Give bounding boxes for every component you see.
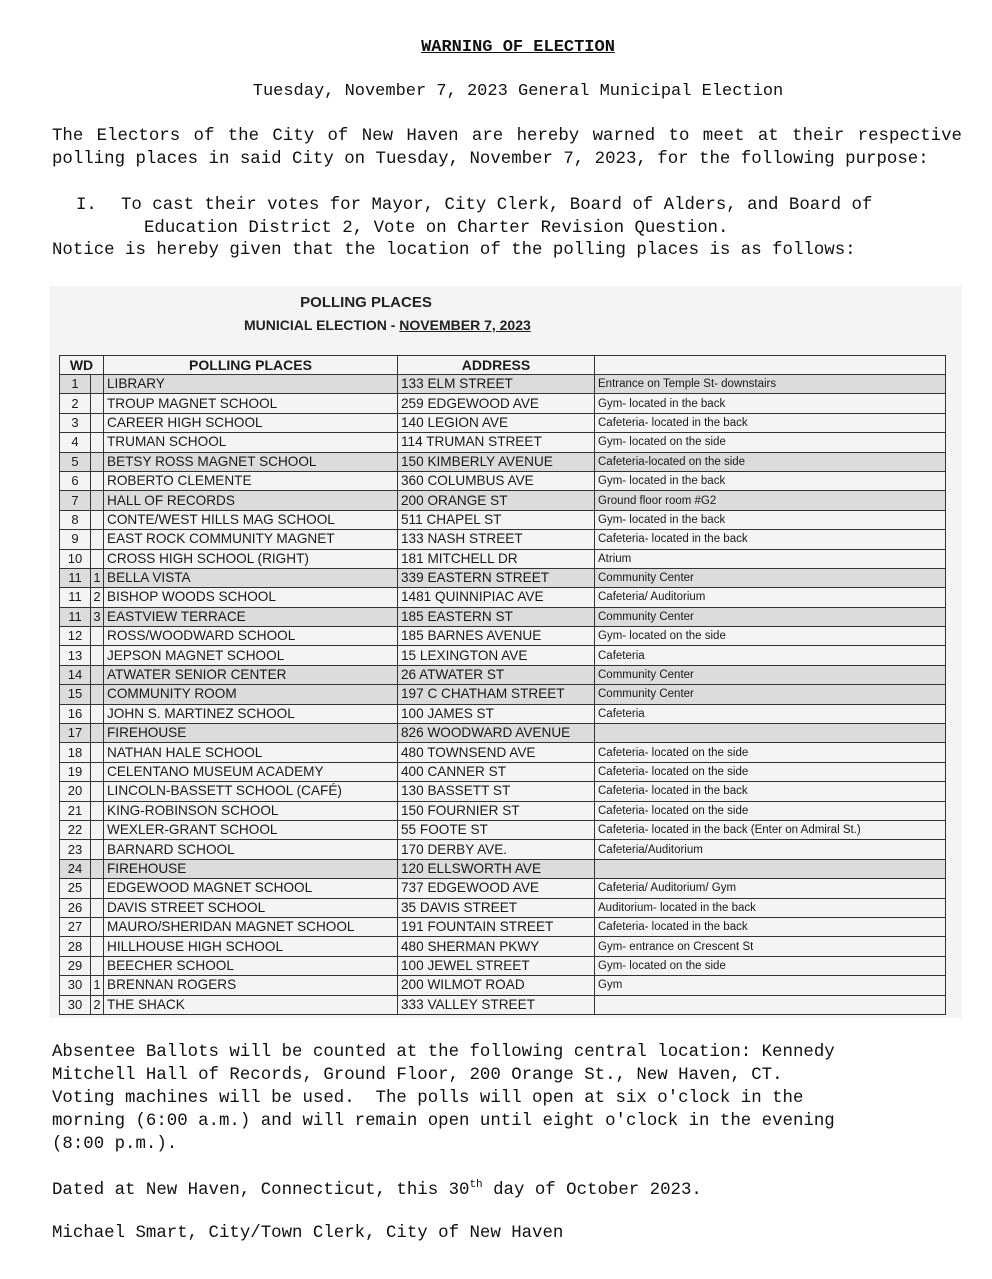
note-cell: Cafeteria- located on the side <box>595 801 946 820</box>
ward-cell: 20 <box>60 782 91 801</box>
ward-cell: 26 <box>60 898 91 917</box>
polling-places-subtitle <box>244 317 531 333</box>
polling-place-cell: THE SHACK <box>104 995 398 1014</box>
note-cell: Cafeteria- located on the side <box>595 743 946 762</box>
table-row <box>60 976 946 995</box>
note-cell: Gym- located on the side <box>595 956 946 975</box>
ward-cell: 19 <box>60 762 91 781</box>
polling-place-cell: LIBRARY <box>104 375 398 394</box>
subdistrict-cell <box>91 491 104 510</box>
table-header-row <box>60 356 946 375</box>
polling-place-cell: COMMUNITY ROOM <box>104 685 398 704</box>
ward-cell: 29 <box>60 956 91 975</box>
address-cell: 737 EDGEWOOD AVE <box>398 879 595 898</box>
subdistrict-cell: 1 <box>91 976 104 995</box>
table-row <box>60 743 946 762</box>
subdistrict-cell: 2 <box>91 588 104 607</box>
polling-place-cell: CROSS HIGH SCHOOL (RIGHT) <box>104 549 398 568</box>
absentee-line: Mitchell Hall of Records, Ground Floor, 200 Orange St., New Haven, CT. <box>52 1066 783 1085</box>
polling-place-cell: NATHAN HALE SCHOOL <box>104 743 398 762</box>
table-row <box>60 471 946 490</box>
note-cell: Ground floor room #G2 <box>595 491 946 510</box>
note-cell: Community Center <box>595 665 946 684</box>
absentee-line: morning (6:00 a.m.) and will remain open until eight o'clock in the evening <box>52 1112 835 1131</box>
subdistrict-cell <box>91 530 104 549</box>
table-row <box>60 995 946 1014</box>
address-cell: 133 NASH STREET <box>398 530 595 549</box>
polling-place-cell: EDGEWOOD MAGNET SCHOOL <box>104 879 398 898</box>
address-cell: 170 DERBY AVE. <box>398 840 595 859</box>
polling-place-cell: JOHN S. MARTINEZ SCHOOL <box>104 704 398 723</box>
document-subtitle: Tuesday, November 7, 2023 General Municipal Election <box>252 82 784 101</box>
ward-cell: 8 <box>60 510 91 529</box>
address-cell: 339 EASTERN STREET <box>398 568 595 587</box>
subdistrict-cell <box>91 898 104 917</box>
ward-cell: 30 <box>60 995 91 1014</box>
table-row <box>60 568 946 587</box>
table-row <box>60 433 946 452</box>
ward-cell: 5 <box>60 452 91 471</box>
address-cell: 480 TOWNSEND AVE <box>398 743 595 762</box>
subdistrict-cell: 2 <box>91 995 104 1014</box>
subdistrict-cell <box>91 646 104 665</box>
intro-paragraph: The Electors of the City of New Haven are hereby warned to meet at their respective polling places in said City on Tuesday, November 7, 2023, for the following purpose: <box>52 127 962 169</box>
subdistrict-cell <box>91 375 104 394</box>
note-cell: Entrance on Temple St- downstairs <box>595 375 946 394</box>
note-cell: Cafeteria/ Auditorium/ Gym <box>595 879 946 898</box>
note-cell: Community Center <box>595 568 946 587</box>
table-row <box>60 491 946 510</box>
header-address: ADDRESS <box>398 356 595 375</box>
document-title: WARNING OF ELECTION <box>421 38 615 57</box>
subdistrict-cell <box>91 956 104 975</box>
polling-place-cell: BISHOP WOODS SCHOOL <box>104 588 398 607</box>
table-row <box>60 510 946 529</box>
table-row <box>60 801 946 820</box>
polling-place-cell: HILLHOUSE HIGH SCHOOL <box>104 937 398 956</box>
ward-cell: 18 <box>60 743 91 762</box>
subdistrict-cell <box>91 762 104 781</box>
subdistrict-cell <box>91 685 104 704</box>
table-row <box>60 762 946 781</box>
table-row <box>60 375 946 394</box>
header-polling-places: POLLING PLACES <box>104 356 398 375</box>
polling-place-cell: BRENNAN ROGERS <box>104 976 398 995</box>
ward-cell: 9 <box>60 530 91 549</box>
ward-cell: 2 <box>60 394 91 413</box>
table-row <box>60 859 946 878</box>
address-cell: 140 LEGION AVE <box>398 413 595 432</box>
subdistrict-cell <box>91 413 104 432</box>
note-cell <box>595 859 946 878</box>
polling-place-cell: BETSY ROSS MAGNET SCHOOL <box>104 452 398 471</box>
address-cell: 197 C CHATHAM STREET <box>398 685 595 704</box>
ward-cell: 25 <box>60 879 91 898</box>
note-cell: Gym- located on the side <box>595 433 946 452</box>
polling-place-cell: JEPSON MAGNET SCHOOL <box>104 646 398 665</box>
table-row <box>60 782 946 801</box>
note-cell: Gym- entrance on Crescent St <box>595 937 946 956</box>
ward-cell: 22 <box>60 820 91 839</box>
table-row <box>60 879 946 898</box>
address-cell: 185 EASTERN ST <box>398 607 595 626</box>
subdistrict-cell <box>91 394 104 413</box>
note-cell: Cafeteria <box>595 704 946 723</box>
subdistrict-cell <box>91 704 104 723</box>
note-cell: Cafeteria/Auditorium <box>595 840 946 859</box>
address-cell: 200 WILMOT ROAD <box>398 976 595 995</box>
polling-place-cell: CONTE/WEST HILLS MAG SCHOOL <box>104 510 398 529</box>
polling-place-cell: EAST ROCK COMMUNITY MAGNET <box>104 530 398 549</box>
note-cell: Community Center <box>595 607 946 626</box>
polling-places-title: POLLING PLACES <box>300 294 432 311</box>
ward-cell: 7 <box>60 491 91 510</box>
address-cell: 185 BARNES AVENUE <box>398 627 595 646</box>
ward-cell: 10 <box>60 549 91 568</box>
table-row <box>60 898 946 917</box>
table-row <box>60 665 946 684</box>
ward-cell: 11 <box>60 588 91 607</box>
polling-place-cell: BELLA VISTA <box>104 568 398 587</box>
subdistrict-cell <box>91 801 104 820</box>
table-row <box>60 917 946 936</box>
subdistrict-cell <box>91 743 104 762</box>
purpose-text-line1: To cast their votes for Mayor, City Clerk, Board of Alders, and Board of <box>121 196 873 215</box>
subdistrict-cell: 1 <box>91 568 104 587</box>
polling-place-cell: ROBERTO CLEMENTE <box>104 471 398 490</box>
subdistrict-cell <box>91 937 104 956</box>
address-cell: 360 COLUMBUS AVE <box>398 471 595 490</box>
table-row <box>60 394 946 413</box>
ward-cell: 28 <box>60 937 91 956</box>
address-cell: 130 BASSETT ST <box>398 782 595 801</box>
subdistrict-cell <box>91 859 104 878</box>
polling-place-cell: DAVIS STREET SCHOOL <box>104 898 398 917</box>
table-row <box>60 627 946 646</box>
subdistrict-cell <box>91 433 104 452</box>
ward-cell: 24 <box>60 859 91 878</box>
ward-cell: 21 <box>60 801 91 820</box>
note-cell: Gym- located in the back <box>595 471 946 490</box>
polling-place-cell: LINCOLN-BASSETT SCHOOL (CAFÉ) <box>104 782 398 801</box>
note-cell: Cafeteria- located in the back <box>595 413 946 432</box>
note-cell: Cafeteria- located in the back (Enter on Admiral St.) <box>595 820 946 839</box>
subdistrict-cell <box>91 820 104 839</box>
ward-cell: 4 <box>60 433 91 452</box>
table-row <box>60 685 946 704</box>
dated-suffix: day of October 2023. <box>482 1180 702 1200</box>
note-cell <box>595 724 946 743</box>
note-cell: Gym- located on the side <box>595 627 946 646</box>
table-row <box>60 704 946 723</box>
ward-cell: 23 <box>60 840 91 859</box>
note-cell: Cafeteria/ Auditorium <box>595 588 946 607</box>
table-row <box>60 840 946 859</box>
polling-place-cell: TROUP MAGNET SCHOOL <box>104 394 398 413</box>
subdistrict-cell <box>91 452 104 471</box>
ward-cell: 3 <box>60 413 91 432</box>
absentee-line: (8:00 p.m.). <box>52 1135 178 1154</box>
subdistrict-cell <box>91 665 104 684</box>
polling-place-cell: ROSS/WOODWARD SCHOOL <box>104 627 398 646</box>
polling-place-cell: KING-ROBINSON SCHOOL <box>104 801 398 820</box>
polling-place-cell: FIREHOUSE <box>104 724 398 743</box>
note-cell: Gym- located in the back <box>595 394 946 413</box>
subdistrict-cell <box>91 917 104 936</box>
absentee-paragraph <box>52 1041 942 1156</box>
polling-place-cell: TRUMAN SCHOOL <box>104 433 398 452</box>
subdistrict-cell <box>91 471 104 490</box>
header-notes <box>595 356 946 375</box>
purpose-text-line2: Education District 2, Vote on Charter Revision Question. <box>144 219 729 238</box>
subdistrict-cell <box>91 549 104 568</box>
ward-cell: 16 <box>60 704 91 723</box>
table-row <box>60 549 946 568</box>
polling-place-cell: ATWATER SENIOR CENTER <box>104 665 398 684</box>
notice-line: Notice is hereby given that the location of the polling places is as follows: <box>52 241 856 260</box>
table-row <box>60 646 946 665</box>
table-row <box>60 820 946 839</box>
subtitle-prefix: MUNICIAL ELECTION - <box>244 317 400 333</box>
address-cell: 333 VALLEY STREET <box>398 995 595 1014</box>
polling-place-cell: WEXLER-GRANT SCHOOL <box>104 820 398 839</box>
polling-places-table <box>59 355 946 1015</box>
polling-place-cell: EASTVIEW TERRACE <box>104 607 398 626</box>
ward-cell: 12 <box>60 627 91 646</box>
subdistrict-cell <box>91 879 104 898</box>
table-row <box>60 937 946 956</box>
address-cell: 191 FOUNTAIN STREET <box>398 917 595 936</box>
address-cell: 55 FOOTE ST <box>398 820 595 839</box>
subdistrict-cell <box>91 627 104 646</box>
address-cell: 15 LEXINGTON AVE <box>398 646 595 665</box>
signature-line: Michael Smart, City/Town Clerk, City of New Haven <box>52 1224 564 1243</box>
dated-prefix: Dated at New Haven, Connecticut, this 30 <box>52 1180 470 1200</box>
ward-cell: 11 <box>60 607 91 626</box>
note-cell: Cafeteria- located in the back <box>595 530 946 549</box>
polling-place-cell: BARNARD SCHOOL <box>104 840 398 859</box>
ward-cell: 14 <box>60 665 91 684</box>
dated-ordinal: th <box>469 1179 483 1191</box>
address-cell: 480 SHERMAN PKWY <box>398 937 595 956</box>
ward-cell: 13 <box>60 646 91 665</box>
address-cell: 100 JEWEL STREET <box>398 956 595 975</box>
table-row <box>60 413 946 432</box>
absentee-line: Absentee Ballots will be counted at the following central location: Kennedy <box>52 1043 835 1062</box>
address-cell: 511 CHAPEL ST <box>398 510 595 529</box>
note-cell <box>595 995 946 1014</box>
table-row <box>60 607 946 626</box>
ward-cell: 27 <box>60 917 91 936</box>
ward-cell: 17 <box>60 724 91 743</box>
header-wd: WD <box>60 356 104 375</box>
ward-cell: 1 <box>60 375 91 394</box>
address-cell: 259 EDGEWOOD AVE <box>398 394 595 413</box>
subtitle-date: NOVEMBER 7, 2023 <box>399 317 531 333</box>
address-cell: 26 ATWATER ST <box>398 665 595 684</box>
polling-place-cell: HALL OF RECORDS <box>104 491 398 510</box>
address-cell: 200 ORANGE ST <box>398 491 595 510</box>
table-row <box>60 956 946 975</box>
address-cell: 35 DAVIS STREET <box>398 898 595 917</box>
table-body <box>60 375 946 1015</box>
note-cell: Cafeteria <box>595 646 946 665</box>
table-row <box>60 452 946 471</box>
purpose-list-item <box>76 194 962 240</box>
polling-place-cell: MAURO/SHERIDAN MAGNET SCHOOL <box>104 917 398 936</box>
address-cell: 150 FOURNIER ST <box>398 801 595 820</box>
table-row <box>60 530 946 549</box>
dated-line <box>52 1179 702 1200</box>
address-cell: 826 WOODWARD AVENUE <box>398 724 595 743</box>
table-row <box>60 588 946 607</box>
address-cell: 133 ELM STREET <box>398 375 595 394</box>
address-cell: 100 JAMES ST <box>398 704 595 723</box>
address-cell: 114 TRUMAN STREET <box>398 433 595 452</box>
note-cell: Gym <box>595 976 946 995</box>
address-cell: 120 ELLSWORTH AVE <box>398 859 595 878</box>
address-cell: 400 CANNER ST <box>398 762 595 781</box>
address-cell: 1481 QUINNIPIAC AVE <box>398 588 595 607</box>
polling-place-cell: CELENTANO MUSEUM ACADEMY <box>104 762 398 781</box>
ward-cell: 30 <box>60 976 91 995</box>
subdistrict-cell <box>91 510 104 529</box>
note-cell: Community Center <box>595 685 946 704</box>
subdistrict-cell <box>91 840 104 859</box>
note-cell: Cafeteria- located on the side <box>595 762 946 781</box>
ward-cell: 11 <box>60 568 91 587</box>
address-cell: 181 MITCHELL DR <box>398 549 595 568</box>
ward-cell: 15 <box>60 685 91 704</box>
ward-cell: 6 <box>60 471 91 490</box>
polling-place-cell: FIREHOUSE <box>104 859 398 878</box>
note-cell: Cafeteria- located in the back <box>595 782 946 801</box>
address-cell: 150 KIMBERLY AVENUE <box>398 452 595 471</box>
subdistrict-cell <box>91 724 104 743</box>
absentee-line: Voting machines will be used. The polls will open at six o'clock in the <box>52 1089 804 1108</box>
note-cell: Cafeteria-located on the side <box>595 452 946 471</box>
purpose-number: I. <box>76 196 97 215</box>
subdistrict-cell: 3 <box>91 607 104 626</box>
note-cell: Gym- located in the back <box>595 510 946 529</box>
table-row <box>60 724 946 743</box>
subdistrict-cell <box>91 782 104 801</box>
note-cell: Auditorium- located in the back <box>595 898 946 917</box>
note-cell: Cafeteria- located in the back <box>595 917 946 936</box>
note-cell: Atrium <box>595 549 946 568</box>
polling-place-cell: BEECHER SCHOOL <box>104 956 398 975</box>
polling-place-cell: CAREER HIGH SCHOOL <box>104 413 398 432</box>
